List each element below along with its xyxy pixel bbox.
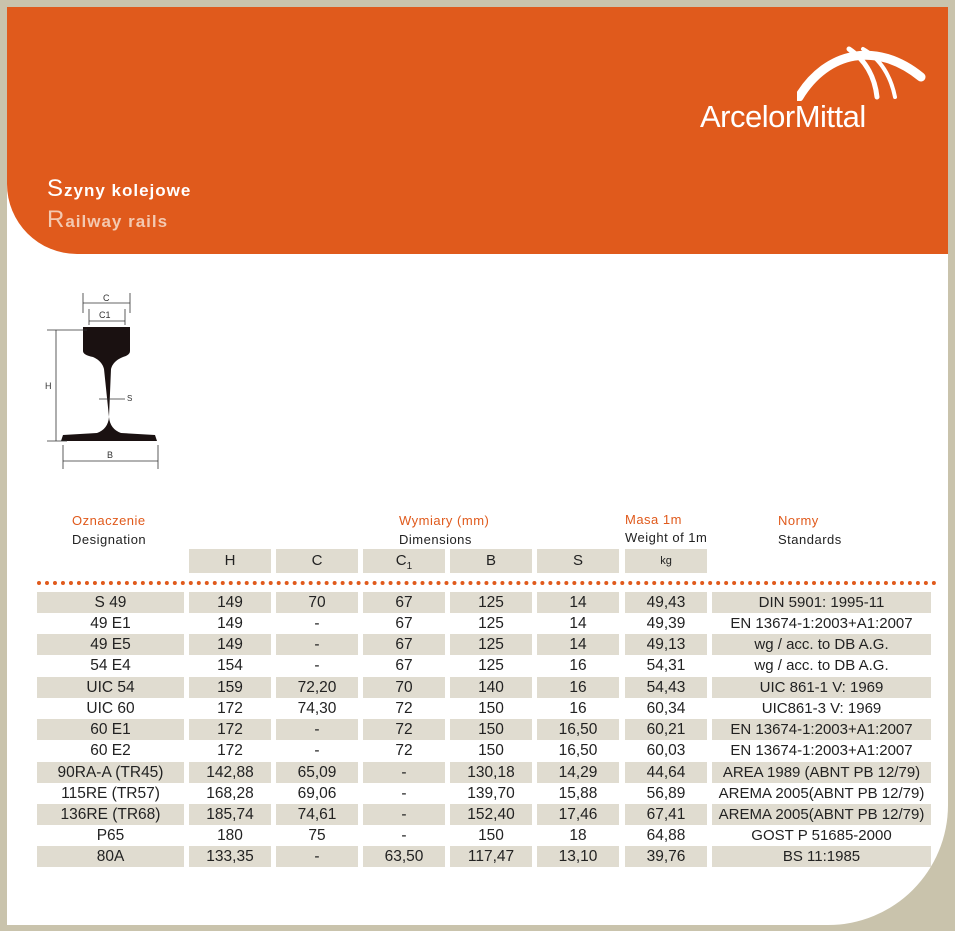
cell-standard: AREMA 2005(ABNT PB 12/79) <box>712 804 931 825</box>
cell-c: - <box>276 846 358 867</box>
cell-mass: 44,64 <box>625 762 707 783</box>
cell-c1: 67 <box>363 634 445 655</box>
cell-standard: DIN 5901: 1995-11 <box>712 592 931 613</box>
cell-c1: - <box>363 762 445 783</box>
cell-b: 117,47 <box>450 846 532 867</box>
column-header-kg: kg <box>625 549 707 573</box>
cell-c: 72,20 <box>276 677 358 698</box>
cell-designation: 115RE (TR57) <box>61 785 160 802</box>
header-dimensions-en: Dimensions <box>399 532 472 547</box>
cell-c1: 70 <box>363 677 445 698</box>
cell-c1: - <box>401 785 407 802</box>
cell-designation: 60 E1 <box>37 719 184 740</box>
cell-mass: 60,03 <box>646 742 686 759</box>
cell-b: 125 <box>478 657 504 674</box>
cell-c: 70 <box>276 592 358 613</box>
cell-h: 172 <box>217 742 243 759</box>
cell-designation: 49 E5 <box>37 634 184 655</box>
header-designation-en: Designation <box>72 532 147 547</box>
header-divider <box>37 581 937 585</box>
cell-designation: 136RE (TR68) <box>37 804 184 825</box>
cell-c1: 67 <box>363 592 445 613</box>
cell-mass: 60,34 <box>646 700 686 717</box>
cell-s: 16 <box>569 657 587 674</box>
cell-b: 150 <box>478 700 504 717</box>
header-standards-pl: Normy <box>778 513 819 528</box>
cell-s: 17,46 <box>537 804 619 825</box>
cell-c1: 72 <box>395 742 413 759</box>
cell-c1: 67 <box>395 615 413 632</box>
cell-c: 69,06 <box>297 785 337 802</box>
title-polish-rest: zyny kolejowe <box>64 181 192 200</box>
column-header-c: C <box>276 549 358 573</box>
cell-h: 149 <box>189 634 271 655</box>
cell-standard: EN 13674-1:2003+A1:2007 <box>730 742 913 759</box>
cell-s: 14 <box>537 634 619 655</box>
cell-b: 130,18 <box>450 762 532 783</box>
cell-s: 16,50 <box>537 719 619 740</box>
header-dimensions-pl: Wymiary (mm) <box>399 513 490 528</box>
header-mass-pl: Masa 1m <box>625 512 682 527</box>
cell-designation: 49 E1 <box>90 615 131 632</box>
dim-label-b: B <box>107 450 114 460</box>
cell-c: - <box>314 742 320 759</box>
cell-c1: 72 <box>363 719 445 740</box>
cell-s: 13,10 <box>537 846 619 867</box>
cell-designation: P65 <box>96 827 125 844</box>
cell-h: 172 <box>217 700 243 717</box>
cell-c1: - <box>401 827 407 844</box>
cell-mass: 64,88 <box>646 827 686 844</box>
cell-c: 74,61 <box>276 804 358 825</box>
cell-h: 142,88 <box>189 762 271 783</box>
cell-standard: UIC 861-1 V: 1969 <box>712 677 931 698</box>
cell-mass: 54,31 <box>646 657 686 674</box>
dim-label-s: S <box>127 394 133 403</box>
cell-mass: 39,76 <box>625 846 707 867</box>
cell-s: 14,29 <box>537 762 619 783</box>
cell-mass: 49,13 <box>625 634 707 655</box>
title-english-rest: ailway rails <box>65 212 169 231</box>
cell-b: 140 <box>450 677 532 698</box>
cell-s: 16 <box>537 677 619 698</box>
header-standards-en: Standards <box>778 532 842 547</box>
cell-c1: - <box>363 804 445 825</box>
cell-standard: wg / acc. to DB A.G. <box>712 634 931 655</box>
dim-label-h: H <box>45 381 52 391</box>
cell-b: 125 <box>450 634 532 655</box>
cell-s: 16 <box>569 700 587 717</box>
arcelormittal-logo-icon <box>797 41 927 101</box>
cell-standard: EN 13674-1:2003+A1:2007 <box>730 615 913 632</box>
column-header-c1-letter: C <box>395 552 407 569</box>
cell-designation: UIC 54 <box>37 677 184 698</box>
column-header-s: S <box>537 549 619 573</box>
brochure-page <box>7 7 948 925</box>
cell-s: 14 <box>569 615 587 632</box>
title-polish <box>47 175 191 203</box>
cell-designation: 80A <box>37 846 184 867</box>
column-header-b: B <box>450 549 532 573</box>
title-polish-initial: S <box>47 175 65 202</box>
rail-profile-diagram <box>37 289 167 469</box>
cell-designation: 90RA-A (TR45) <box>37 762 184 783</box>
column-header-c1 <box>363 549 445 573</box>
cell-c: 74,30 <box>297 700 337 717</box>
cell-standard: AREA 1989 (ABNT PB 12/79) <box>712 762 931 783</box>
dim-label-c1: C1 <box>99 310 111 320</box>
cell-h: 180 <box>217 827 243 844</box>
dim-label-c: C <box>103 293 110 303</box>
cell-s: 18 <box>569 827 587 844</box>
cell-b: 150 <box>450 719 532 740</box>
header-designation-pl: Oznaczenie <box>72 513 146 528</box>
column-header-h: H <box>189 549 271 573</box>
cell-designation: S 49 <box>37 592 184 613</box>
cell-c1: 67 <box>395 657 413 674</box>
cell-b: 152,40 <box>450 804 532 825</box>
cell-c: 75 <box>308 827 326 844</box>
cell-mass: 60,21 <box>625 719 707 740</box>
cell-c: - <box>314 657 320 674</box>
cell-designation: UIC 60 <box>86 700 135 717</box>
cell-mass: 49,43 <box>625 592 707 613</box>
cell-h: 154 <box>217 657 243 674</box>
cell-standard: AREMA 2005(ABNT PB 12/79) <box>718 785 925 802</box>
cell-s: 16,50 <box>558 742 598 759</box>
cell-standard: wg / acc. to DB A.G. <box>754 657 889 674</box>
cell-h: 149 <box>217 615 243 632</box>
header-banner <box>7 7 948 254</box>
cell-s: 15,88 <box>558 785 598 802</box>
cell-c1: 63,50 <box>363 846 445 867</box>
cell-designation: 54 E4 <box>90 657 131 674</box>
header-mass-en: Weight of 1m <box>625 530 708 545</box>
cell-c: 65,09 <box>276 762 358 783</box>
title-english <box>47 206 168 234</box>
cell-c1: 72 <box>395 700 413 717</box>
cell-h: 168,28 <box>206 785 254 802</box>
cell-s: 14 <box>537 592 619 613</box>
cell-standard: EN 13674-1:2003+A1:2007 <box>712 719 931 740</box>
cell-h: 149 <box>189 592 271 613</box>
cell-b: 150 <box>478 827 504 844</box>
cell-standard: UIC861-3 V: 1969 <box>761 700 882 717</box>
cell-standard: GOST P 51685-2000 <box>751 827 892 844</box>
column-header-c1-sub: 1 <box>406 561 413 572</box>
brand-name: ArcelorMittal <box>700 99 866 134</box>
cell-standard: BS 11:1985 <box>712 846 931 867</box>
cell-b: 125 <box>478 615 504 632</box>
cell-c: - <box>276 719 358 740</box>
cell-h: 159 <box>189 677 271 698</box>
cell-mass: 49,39 <box>646 615 686 632</box>
cell-mass: 67,41 <box>625 804 707 825</box>
cell-mass: 56,89 <box>646 785 686 802</box>
cell-b: 139,70 <box>467 785 515 802</box>
title-english-initial: R <box>47 206 66 233</box>
cell-c: - <box>276 634 358 655</box>
cell-b: 150 <box>478 742 504 759</box>
cell-mass: 54,43 <box>625 677 707 698</box>
cell-h: 185,74 <box>189 804 271 825</box>
cell-b: 125 <box>450 592 532 613</box>
cell-h: 133,35 <box>189 846 271 867</box>
cell-h: 172 <box>189 719 271 740</box>
cell-c: - <box>314 615 320 632</box>
cell-designation: 60 E2 <box>90 742 131 759</box>
